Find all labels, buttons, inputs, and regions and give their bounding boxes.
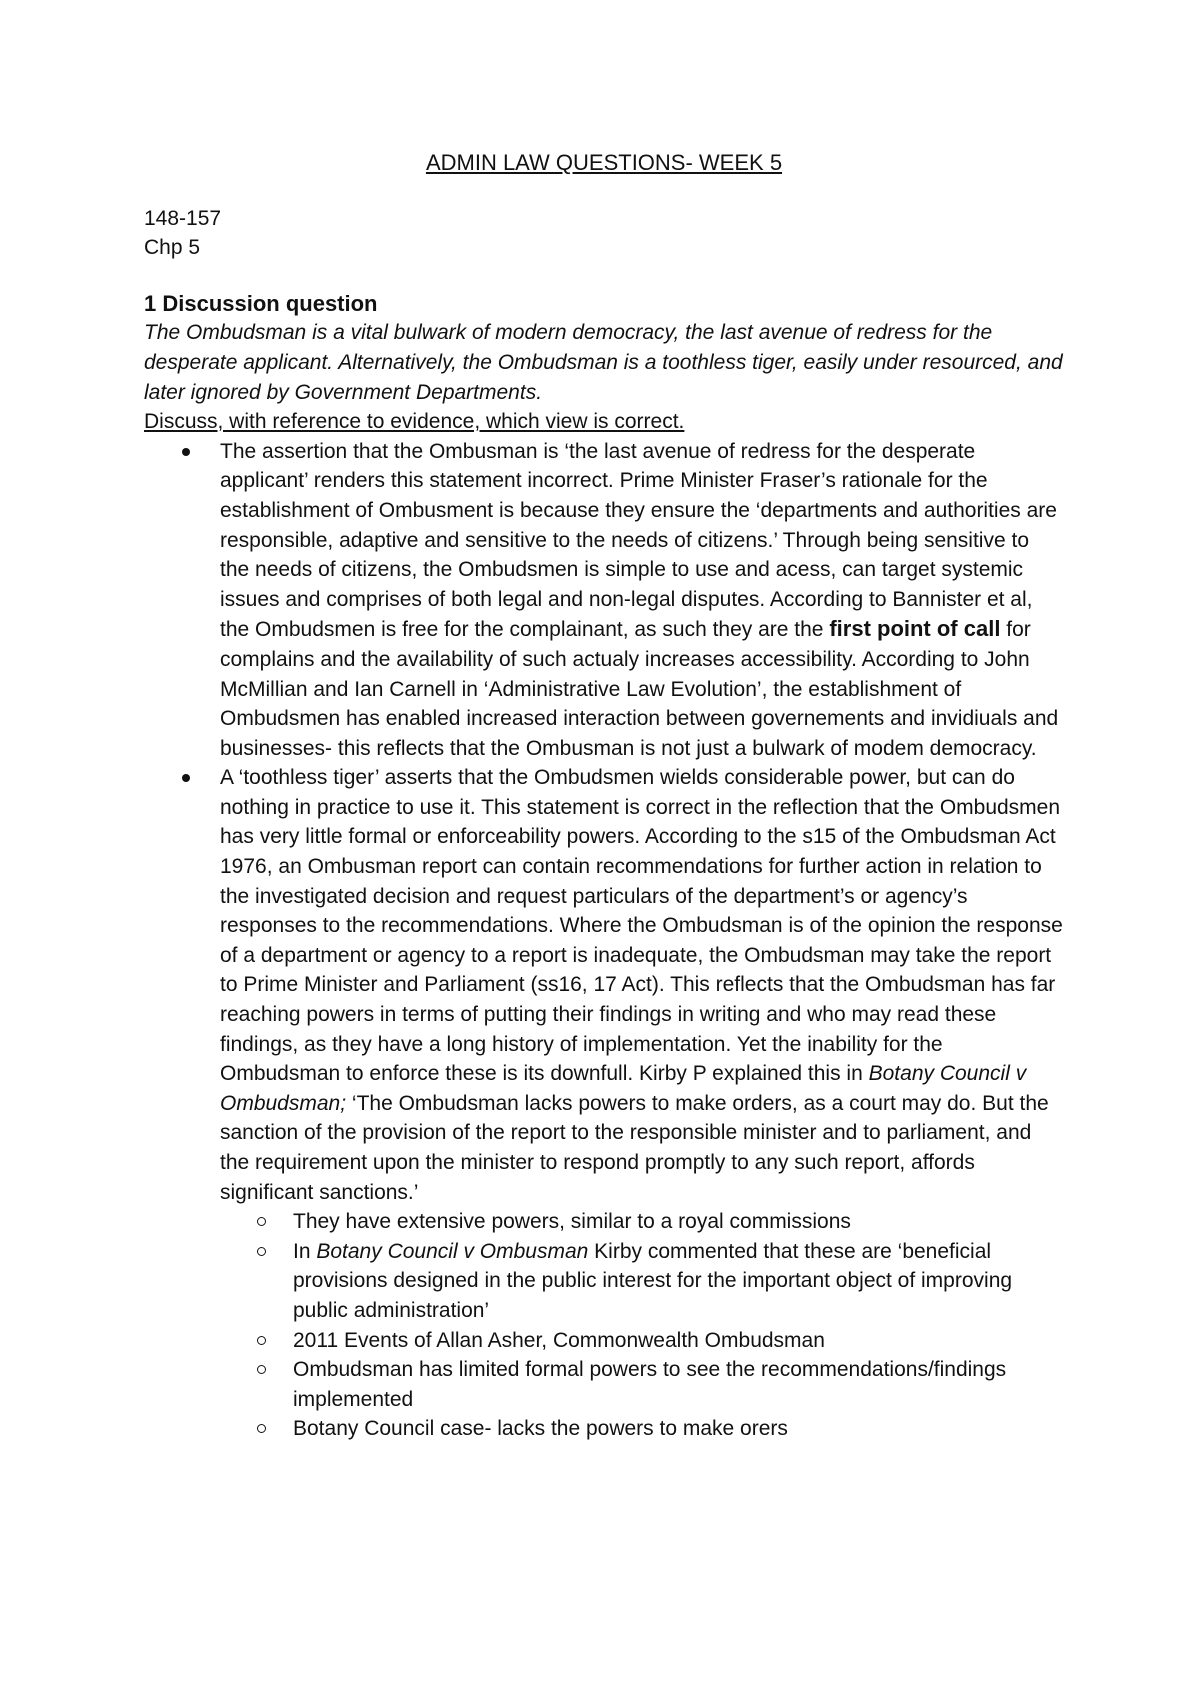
bullet-text: ‘The Ombudsman lacks powers to make orders, as a court may do. But the sanction of the provision of the report to the responsible minister and to parliament, and the requirement upon the minister to respond promptly to any such report, affords significant sanctions.’	[220, 1091, 1049, 1204]
case-citation: Botany Council v Ombusman	[316, 1239, 589, 1263]
bullet-item	[220, 437, 1064, 764]
sub-bullet-text: Ombudsman has limited formal powers to see the recommendations/findings implemented	[293, 1358, 1007, 1411]
chapter-label: Chp 5	[144, 236, 201, 260]
sub-bullet-item	[293, 1237, 1064, 1326]
answer-bullet-list	[144, 437, 1064, 1444]
sub-bullet-item	[293, 1414, 1064, 1444]
sub-bullet-item	[293, 1207, 1064, 1237]
bullet-text: A ‘toothless tiger’ asserts that the Ombudsmen wields considerable power, but can do nothing in practice to use it. This statement is correct in the reflection that the Ombudsmen has very little formal or enforceability powers. According to the s15 of the Ombudsman Act 1976, an Ombusman report can contain recommendations for further action in relation to the investigated decision and request particulars of the department’s or agency’s responses to the recommendations. Where the Ombudsman is of the opinion the response of a department or agency to a report is inadequate, the Ombudsman may take the report to Prime Minister and Parliament (ss16, 17 Act). This reflects that the Ombudsman has far reaching powers in terms of putting their findings in writing and who may read these findings, as they have a long history of implementation. Yet the inability for the Ombudsman to enforce these is its downfull. Kirby P explained this in	[220, 766, 1063, 1086]
sub-bullet-item	[293, 1355, 1064, 1414]
sub-bullet-text: Kirby commented that these are ‘beneficial provisions designed in the public interest for the important object of improving public administration’	[293, 1239, 1013, 1322]
case-citation: Botany Council v Ombudsman;	[220, 1062, 1027, 1115]
bullet-text: The assertion that the Ombusman is ‘the last avenue of redress for the desperate applicant’ renders this statement incorrect. Prime Minister Fraser’s rationale for the establishment of Ombusment is because they ensure the ‘departments and authorities are responsible, adaptive and sensitive to the needs of citizens.’ Through being sensitive to the needs of citizens, the Ombudsmen is simple to use and acess, can target systemic issues and comprises of both legal and non-legal disputes. According to Bannister et al, the Ombudsmen is free for the complainant, as such they are the	[220, 439, 1057, 642]
sub-bullet-text: They have extensive powers, similar to a royal commissions	[293, 1210, 851, 1234]
sub-bullet-item	[293, 1326, 1064, 1356]
question-instruction: Discuss, with reference to evidence, which view is correct.	[144, 410, 685, 434]
sub-bullet-text: 2011 Events of Allan Asher, Commonwealth Ombudsman	[293, 1328, 825, 1352]
sub-bullet-text: Botany Council case- lacks the powers to make orers	[293, 1417, 788, 1441]
sub-bullet-list	[220, 1207, 1064, 1444]
page-range: 148-157	[144, 206, 222, 230]
bullet-text: for complains and the availability of such actualy increases accessibility. According to John McMillian and Ian Carnell in ‘Administrative Law Evolution’, the establishment of Ombudsmen has enabled increased interaction between governements and invidiuals and businesses- this reflects that the Ombusman is not just a bulwark of modem democracy.	[220, 618, 1059, 760]
question-prompt: The Ombudsman is a vital bulwark of modern democracy, the last avenue of redress for the desperate applicant. Alternatively, the Ombudsman is a toothless tiger, easily under resourced, and later ignored by Government Departments.	[144, 321, 1063, 404]
bullet-item	[220, 763, 1064, 1444]
sub-bullet-text: In	[293, 1239, 317, 1263]
page-title: ADMIN LAW QUESTIONS- WEEK 5	[425, 150, 783, 175]
bullet-emphasis: first point of call	[829, 616, 1001, 642]
question-heading: 1 Discussion question	[144, 290, 378, 316]
document-page	[144, 148, 1064, 1444]
